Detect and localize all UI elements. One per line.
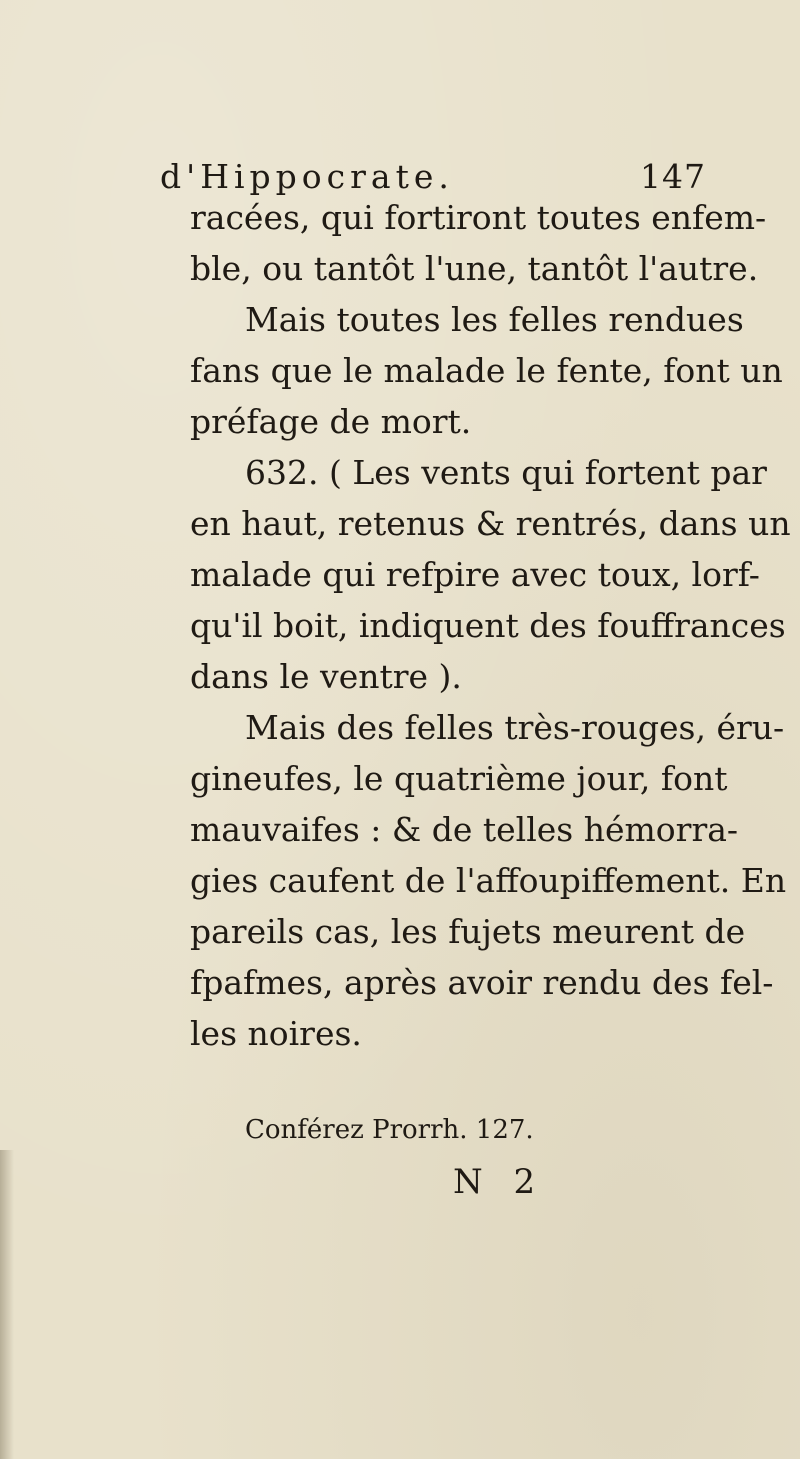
body-line: fpafmes, après avoir rendu des fel- <box>190 963 774 1002</box>
body-line: ble, ou tantôt l'une, tantôt l'autre. <box>190 249 759 288</box>
body-line: 632. ( Les vents qui fortent par <box>245 453 767 492</box>
body-line: gies caufent de l'affoupiffement. En <box>190 861 787 900</box>
cross-reference: Conférez Prorrh. 127. <box>245 1115 534 1145</box>
body-line: les noires. <box>190 1014 362 1053</box>
body-line: malade qui refpire avec toux, lorf- <box>190 555 760 594</box>
body-line: qu'il boit, indiquent des fouffrances <box>190 606 786 645</box>
page-edge-shadow <box>0 1150 14 1459</box>
page-number: 147 <box>640 157 706 196</box>
body-line: mauvaifes : & de telles hémorra- <box>190 810 739 849</box>
running-title: d'Hippocrate. <box>160 157 454 196</box>
body-line: préfage de mort. <box>190 402 472 441</box>
body-line: en haut, retenus & rentrés, dans un <box>190 504 791 543</box>
body-line: racées, qui fortiront toutes enfem- <box>190 198 767 237</box>
body-line: Mais toutes les felles rendues <box>245 300 744 339</box>
body-line: fans que le malade le fente, font un <box>190 351 783 390</box>
body-line: pareils cas, les fujets meurent de <box>190 912 746 951</box>
body-line: dans le ventre ). <box>190 657 462 696</box>
body-line: gineufes, le quatrième jour, font <box>190 759 728 798</box>
body-line: Mais des felles très-rouges, éru- <box>245 708 785 747</box>
signature-mark: N 2 <box>453 1162 546 1202</box>
